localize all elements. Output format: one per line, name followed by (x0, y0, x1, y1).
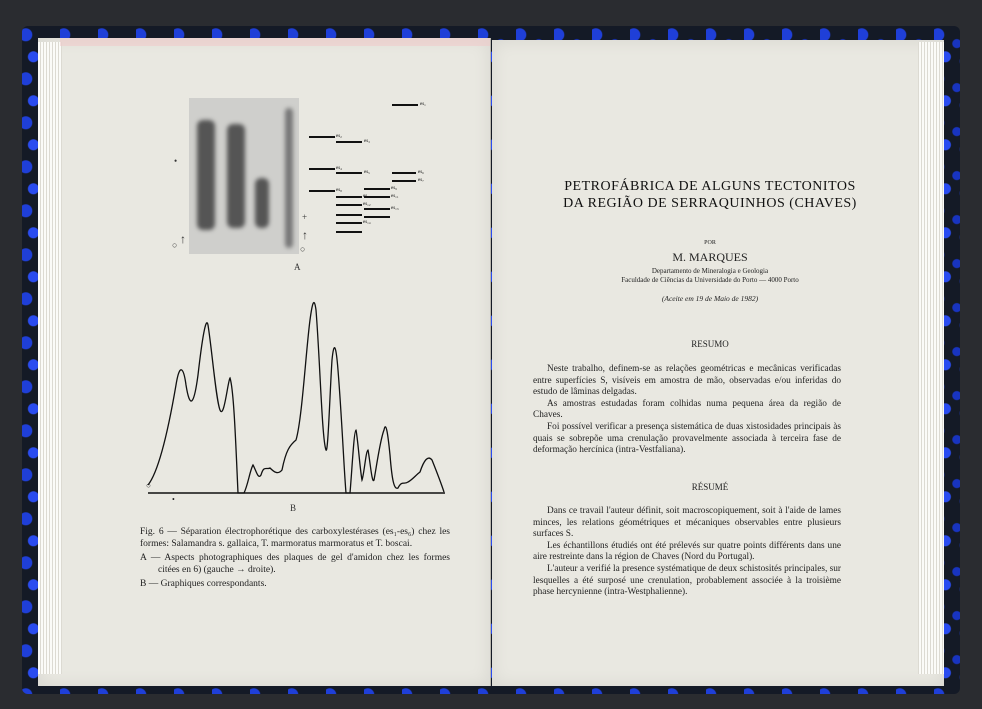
affiliation-line-1: Departamento de Mineralogia e Geologia (651, 267, 769, 275)
gel-photograph (189, 98, 299, 254)
band (336, 196, 362, 198)
trace-line (148, 303, 444, 493)
band (364, 208, 390, 210)
resumo-paragraph: Neste trabalho, definem-se as relações geométricas e mecânicas verificadas entre superfícies S, visíveis em amostra de mão, observadas e/ou inferidas do estudo de lâminas delgadas. (533, 364, 841, 398)
band (336, 172, 362, 174)
gel-lane (197, 120, 215, 230)
band-label: es₇ (418, 178, 424, 183)
right-page-edges (918, 42, 944, 674)
resumo-paragraph: Foi possível verificar a presença sistemática de duas xistosidades principais às quais se sobrepõe uma crenulação provavelmente associada à terceira fase de deformação hercínica (intra-Vestfaliana). (533, 421, 841, 456)
caption-b: B — Graphiques correspondants. (140, 579, 267, 589)
accepted-date: (Aceite em 19 de Maio de 1982) (661, 294, 759, 303)
arrow-up-icon: ↑ (180, 232, 186, 246)
caption-main: Fig. 6 — Séparation électrophorétique des carboxylestérases (es₁-es₆) chez les formes: Salamandra s. gallaica, T. marmoratus marmoratus et T. boscai. (140, 527, 450, 549)
band (392, 104, 418, 106)
band (336, 204, 362, 206)
band (336, 231, 362, 233)
band (364, 188, 390, 190)
resumo-body (533, 364, 841, 457)
title-line-2: DA REGIÃO DE SERRAQUINHOS (CHAVES) (563, 196, 857, 211)
resume-paragraph: Dans ce travail l'auteur définit, soit macroscopiquement, soit à l'aide de lames minces, les relations géométriques et mécaniques observables entre plusieurs surfaces S. (533, 506, 841, 540)
resumo-paragraph: As amostras estudadas foram colhidas numa pequena área da região de Chaves. (533, 398, 841, 421)
band (336, 214, 362, 216)
article-title (540, 178, 880, 212)
band (392, 180, 416, 182)
figure-caption (140, 526, 450, 592)
band-label: es₅ (364, 170, 370, 175)
author-name: M. MARQUES (672, 250, 748, 264)
band (309, 136, 335, 138)
left-page-edges (38, 42, 62, 674)
resume-paragraph: L'auteur a verifié la presence systématique de deux schistosités principales, sur lesquelles a été surposé une crenulation, probablement associée à la troisième phase hercynienne (intra-Westphalienne). (533, 563, 841, 598)
resume-body (533, 506, 841, 599)
resumo-heading: RESUMO (691, 339, 729, 349)
band (309, 168, 335, 170)
band (364, 216, 390, 218)
arrow-up-icon: ↑ (302, 228, 308, 242)
caption-a: A — Aspects photographiques des plaques de gel d'amidon chez les formes citées en 6) (gauche → droite). (140, 553, 450, 575)
band (309, 190, 335, 192)
figure-label-a: A (294, 262, 301, 272)
band-label: es₄ (336, 166, 342, 171)
marker-dot: • (174, 156, 178, 166)
band (392, 172, 416, 174)
band-label: es₆ (418, 170, 424, 175)
gel-lane (227, 124, 245, 228)
marker-dot: • (172, 495, 175, 500)
band-label: es₁ (420, 102, 426, 107)
band-label: es₃ (364, 139, 370, 144)
por-label: POR (704, 240, 716, 246)
affiliation-line-2: Faculdade de Ciências da Universidade do Porto — 4000 Porto (621, 276, 799, 284)
origin-marker: ○ (172, 240, 178, 250)
band-label: es₉ (391, 186, 397, 191)
band (336, 141, 362, 143)
figure-label-b: B (290, 503, 297, 513)
band-label: es₁₃ (391, 206, 399, 211)
marker-dot: + (302, 212, 308, 222)
band-label: es₁₄ (363, 220, 371, 225)
gel-lane (285, 108, 293, 248)
top-edge (60, 38, 490, 46)
origin-marker: ○ (300, 244, 306, 254)
gel-lane (255, 178, 269, 228)
densitometry-graph (140, 280, 450, 500)
band (364, 196, 390, 198)
resume-heading: RÉSUMÉ (691, 482, 729, 492)
band-label: es₁₂ (363, 202, 371, 207)
band-label: es₈ (336, 188, 342, 193)
band-label: es₁₁ (391, 194, 399, 199)
origin-marker: ○ (146, 481, 151, 490)
resume-paragraph: Les échantillons étudiés ont été prélevés sur quatre points différents dans une aire restreinte dans la région de Chaves (Nord du Portugal). (533, 540, 841, 563)
band-label: es₂ (336, 134, 342, 139)
band (336, 222, 362, 224)
title-line-1: PETROFÁBRICA DE ALGUNS TECTONITOS (564, 179, 856, 194)
